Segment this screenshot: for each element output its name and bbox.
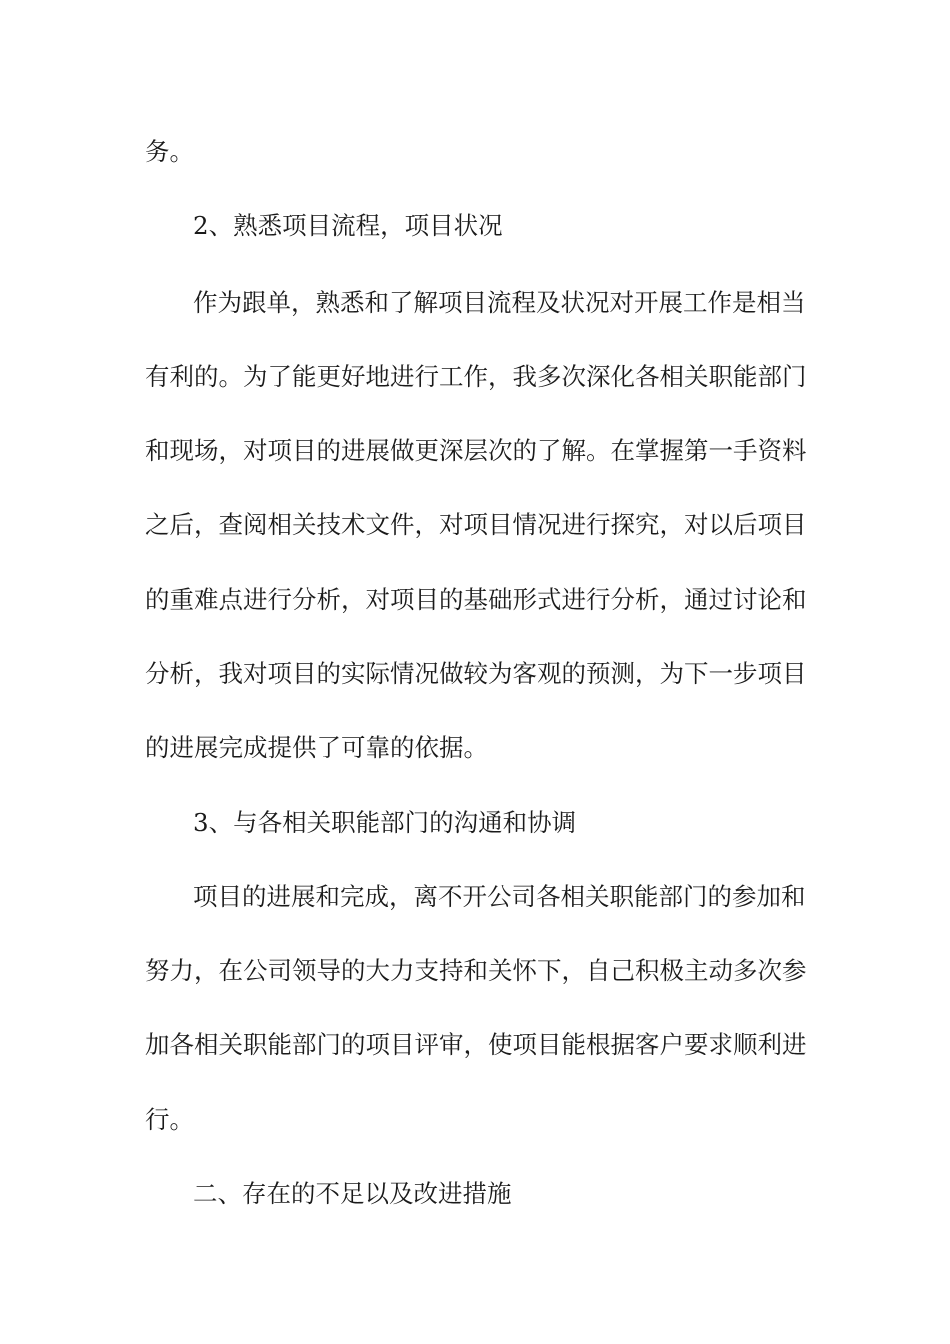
paragraph-line: 之后，查阅相关技术文件，对项目情况进行探究，对以后项目 [145,510,807,539]
paragraph-line: 的进展完成提供了可靠的依据。 [145,733,488,762]
paragraph-line: 分析，我对项目的实际情况做较为客观的预测，为下一步项目 [145,659,807,688]
section-heading-3: 3、与各相关职能部门的沟通和协调 [193,808,577,837]
section-heading-2: 2、熟悉项目流程，项目状况 [193,211,503,240]
section-heading-ii: 二、存在的不足以及改进措施 [193,1179,512,1208]
paragraph-line: 作为跟单，熟悉和了解项目流程及状况对开展工作是相当 [193,288,806,317]
paragraph-line: 和现场，对项目的进展做更深层次的了解。在掌握第一手资料 [145,436,807,465]
paragraph-line: 加各相关职能部门的项目评审，使项目能根据客户要求顺利进 [145,1030,807,1059]
paragraph-line: 有利的。为了能更好地进行工作，我多次深化各相关职能部门 [145,362,807,391]
paragraph-tail-line: 务。 [145,137,194,166]
paragraph-line: 努力，在公司领导的大力支持和关怀下，自己积极主动多次参 [145,956,807,985]
paragraph-line: 行。 [145,1105,194,1134]
paragraph-line: 的重难点进行分析，对项目的基础形式进行分析，通过讨论和 [145,585,807,614]
paragraph-line: 项目的进展和完成，离不开公司各相关职能部门的参加和 [193,882,806,911]
